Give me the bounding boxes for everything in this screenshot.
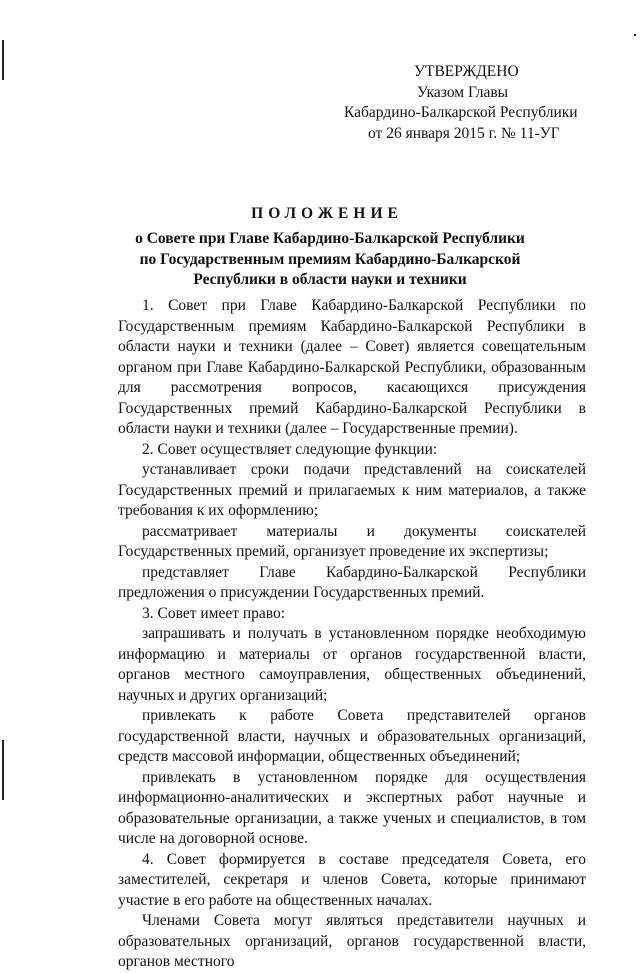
document-title: ПОЛОЖЕНИЕ [251, 205, 403, 222]
paragraph-2-heading: 2. Совет осуществляет следующие функции: [142, 440, 438, 458]
approval-block [340, 62, 600, 144]
subtitle-line: о Совете при Главе Кабардино-Балкарской Республики [135, 230, 525, 247]
subtitle-line: Республики в области науки и техники [193, 271, 467, 288]
paragraph-1: 1. Совет при Главе Кабардино-Балкарской Республики по Государственным премиям Кабардино-Балкарской Республики в области науки и техники (далее – Совет) является совещательным органом при Главе Кабардино-Балкарской Республики, образованным для рассмотрения вопросов, касающихся присуждения Государственных премий Кабардино-Балкарской Республики в области науки и техники (далее – Государственные премии). [118, 297, 586, 437]
paragraph-3-item: привлекать в установленном порядке для осуществления информационно-аналитических и экспертных работ научные и образовательные организации, а также ученых и специалистов, в том числе на договорной основе. [118, 768, 586, 847]
paragraph-3-item: запрашивать и получать в установленном порядке необходимую информацию и материалы от органов государственной власти, органов местного самоуправления, общественных объединений, научных и других организаций; [118, 625, 586, 704]
paragraph-4: 4. Совет формируется в составе председателя Совета, его заместителей, секретаря и членов Совета, которые принимают участие в его работе на общественных началах. [118, 850, 586, 909]
approval-by: Указом Главы [417, 83, 509, 101]
paragraph-2-item: устанавливает сроки подачи представлений на соискателей Государственных премий и прилагаемых к ним материалов, а также требования к их оформлению; [118, 461, 586, 519]
paragraph-3-heading: 3. Совет имеет право: [142, 604, 286, 622]
paragraph-2-item: представляет Главе Кабардино-Балкарской Республики предложения о присуждении Государственных премий. [118, 563, 586, 601]
document-body [118, 296, 586, 973]
scan-edge-mark [2, 740, 4, 800]
scan-edge-mark [2, 40, 4, 80]
approval-date: от 26 января 2015 г. № 11-УГ [368, 124, 560, 142]
document-subtitle [100, 229, 560, 291]
paragraph-2-item: рассматривает материалы и документы соискателей Государственных премий, организует проведение их экспертизы; [118, 522, 586, 560]
scan-edge-mark [634, 34, 636, 36]
subtitle-line: по Государственным премиям Кабардино-Балкарской [139, 250, 521, 268]
approval-republic: Кабардино-Балкарской Республики [344, 104, 578, 121]
paragraph-4-continued: Членами Совета могут являться представители научных и образовательных организаций, органов государственной власти, органов местного [118, 912, 586, 970]
approval-stamp: УТВЕРЖДЕНО [414, 63, 519, 80]
paragraph-3-item: привлекать к работе Совета представителей органов государственной власти, научных и образовательных организаций, средств массовой информации, общественных объединений; [118, 707, 586, 765]
